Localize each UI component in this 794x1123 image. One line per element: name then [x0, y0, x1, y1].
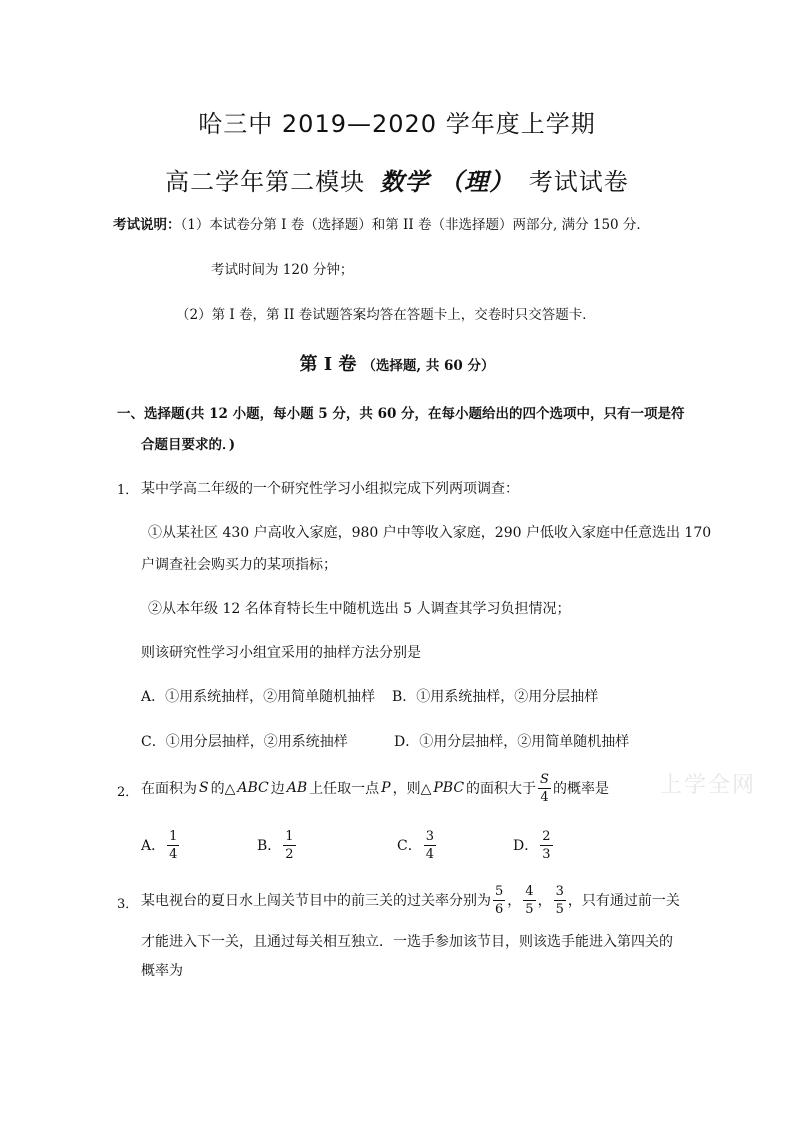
q3-stem-line3: 概率为 [141, 963, 183, 979]
q1-ask: 则该研究性学习小组宜采用的抽样方法分别是 [141, 645, 421, 661]
q2-frac-den: 4 [540, 789, 549, 805]
watermark: 上学全网 [660, 773, 757, 798]
q3-text-a: 某电视台的夏日水上闯关节目中的前三关的过关率分别为 [141, 893, 491, 909]
q2-option-num: 1 [169, 828, 178, 844]
q1-option-c: C．①用分层抽样，②用系统抽样 [141, 734, 348, 750]
q3-f2-den: 5 [525, 901, 534, 917]
exam-title-line1: 哈三中 2019—2020 学年度上学期 [198, 110, 596, 138]
q2-var-abc: ABC [237, 780, 269, 796]
q2-option-num: 3 [425, 828, 434, 844]
instructions-item2: （2）第 I 卷，第 II 卷试题答案均答在答题卡上，交卷时只交答题卡． [176, 307, 596, 323]
q3-text-b: ，只有通过前一关 [567, 893, 680, 909]
section-subtitle: （选择题, 共 60 分） [362, 358, 495, 374]
part1-heading-line2: 合题目要求的．) [141, 437, 236, 453]
q1-item2: ②从本年级 12 名体育特长生中随机选出 5 人调查其学习负担情况； [148, 601, 571, 617]
q2-option-label: D． [513, 838, 539, 854]
q2-option-num: 2 [542, 828, 551, 844]
q3-stem-line2: 才能进入下一关，且通过每关相互独立．一选手参加该节目，则该选手能进入第四关的 [141, 934, 673, 950]
q2-option-c [397, 825, 438, 865]
instructions-line1 [113, 213, 650, 233]
q2-option-label: C． [397, 838, 422, 854]
q2-text-a: 在面积为 [141, 781, 197, 797]
q2-option-fraction [424, 830, 436, 861]
q2-stem [141, 768, 609, 808]
q2-option-d [513, 825, 555, 865]
q2-option-b [257, 825, 298, 865]
q2-option-label: B． [257, 838, 282, 854]
q2-option-fraction [283, 830, 295, 861]
exam-title-line2 [0, 162, 794, 197]
q3-fraction-2 [523, 885, 535, 916]
q2-number: 2． [117, 785, 139, 800]
q2-text-e: ，则△ [392, 781, 432, 797]
exam-title-grade: 高二学年第二模块 [165, 168, 366, 196]
q3-sep2: ， [537, 893, 552, 909]
q3-stem-line1 [141, 880, 680, 920]
exam-title-subject: 数学 （理） [379, 167, 515, 196]
instructions-item1: （1）本试卷分第 I 卷（选择题）和第 II 卷（非选择题）两部分, 满分 150 分． [180, 217, 650, 233]
q2-text-d: 上任取一点 [309, 781, 380, 797]
q2-var-pbc: PBC [433, 780, 465, 796]
q1-number: 1． [117, 483, 139, 498]
q1-stem: 某中学高二年级的一个研究性学习小组拟完成下列两项调查： [141, 481, 519, 497]
q3-f1-den: 6 [495, 901, 504, 917]
exam-title-suffix: 考试试卷 [528, 168, 629, 196]
q3-f3-num: 3 [555, 883, 564, 899]
q3-number: 3． [117, 897, 139, 912]
q2-fraction-s-over-4 [538, 773, 551, 804]
q2-var-p: P [381, 780, 391, 796]
q3-f1-num: 5 [495, 883, 504, 899]
q2-text-b: 的△ [210, 781, 236, 797]
q2-option-den: 4 [169, 846, 178, 862]
q2-text-f: 的面积大于 [466, 781, 537, 797]
q2-option-a [141, 825, 181, 865]
q2-text-c: 边 [270, 781, 285, 797]
section-heading [0, 350, 794, 376]
q3-fraction-3 [554, 885, 566, 916]
instructions-item1-cont: 考试时间为 120 分钟； [211, 262, 354, 278]
q1-option-d: D．①用分层抽样，②用简单随机抽样 [394, 734, 630, 750]
q3-f2-num: 4 [525, 883, 534, 899]
section-title: 第 I 卷 [299, 354, 357, 375]
instructions-label: 考试说明： [113, 217, 181, 233]
q2-option-num: 1 [285, 828, 294, 844]
q3-fraction-1 [493, 885, 505, 916]
q2-var-s: S [199, 780, 209, 796]
q2-var-ab: AB [286, 780, 308, 796]
q2-option-den: 4 [425, 846, 434, 862]
q2-option-den: 2 [285, 846, 294, 862]
q1-item1-line1: ①从某社区 430 户高收入家庭，980 户中等收入家庭，290 户低收入家庭中任意选出 170 [148, 525, 712, 541]
q2-option-fraction [167, 830, 179, 861]
q3-f3-den: 5 [555, 901, 564, 917]
q1-option-b: B．①用系统抽样，②用分层抽样 [392, 689, 599, 705]
q1-option-a: A．①用系统抽样，②用简单随机抽样 [141, 689, 376, 705]
q2-option-label: A． [141, 838, 166, 854]
part1-heading-line1: 一、选择题(共 12 小题，每小题 5 分，共 60 分，在每小题给出的四个选项中，只有一项是符 [117, 406, 685, 422]
q2-option-den: 3 [542, 846, 551, 862]
q1-item1-line2: 户调查社会购买力的某项指标； [141, 557, 337, 573]
q2-frac-num: S [540, 771, 549, 787]
q2-text-g: 的概率是 [552, 781, 609, 797]
q2-option-fraction [540, 830, 552, 861]
q3-sep1: ， [507, 893, 522, 909]
